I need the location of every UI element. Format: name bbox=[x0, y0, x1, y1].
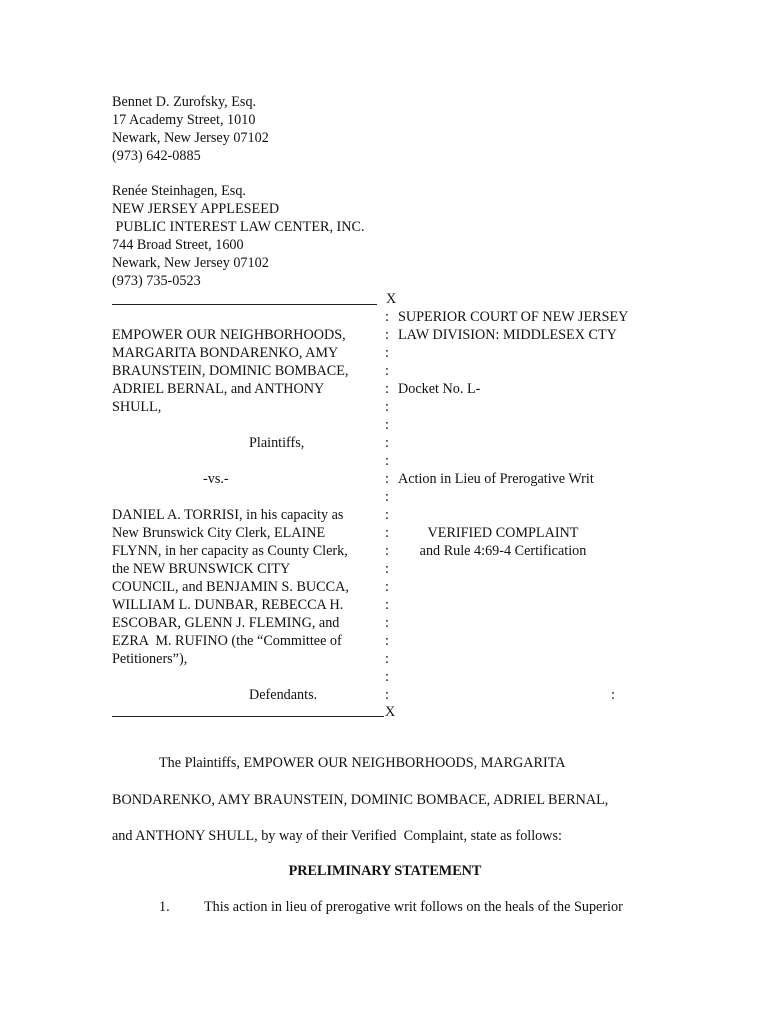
court-name: SUPERIOR COURT OF NEW JERSEY bbox=[398, 309, 629, 325]
caption-top-rule bbox=[112, 304, 377, 305]
counsel2-org2: PUBLIC INTEREST LAW CENTER, INC. bbox=[112, 219, 365, 235]
plaintiff-line: MARGARITA BONDARENKO, AMY bbox=[112, 345, 339, 361]
caption-colon-right: : bbox=[611, 687, 615, 703]
caption-x-bottom: X bbox=[385, 704, 396, 720]
counsel1-phone: (973) 642-0885 bbox=[112, 148, 201, 164]
caption-colon: : bbox=[385, 507, 389, 523]
caption-bottom-rule bbox=[112, 716, 384, 717]
caption-colon: : bbox=[385, 345, 389, 361]
counsel1-street: 17 Academy Street, 1010 bbox=[112, 112, 256, 128]
counsel2-street: 744 Broad Street, 1600 bbox=[112, 237, 244, 253]
caption-colon: : bbox=[385, 399, 389, 415]
defendant-line: COUNCIL, and BENJAMIN S. BUCCA, bbox=[112, 579, 349, 595]
defendant-line: FLYNN, in her capacity as County Clerk, bbox=[112, 543, 348, 559]
defendant-line: DANIEL A. TORRISI, in his capacity as bbox=[112, 507, 344, 523]
intro-line: The Plaintiffs, EMPOWER OUR NEIGHBORHOODS, MARGARITA bbox=[159, 755, 566, 771]
docket-number: Docket No. L- bbox=[398, 381, 481, 397]
paragraph-text: This action in lieu of prerogative writ follows on the heals of the Superior bbox=[204, 899, 623, 915]
intro-line: BONDARENKO, AMY BRAUNSTEIN, DOMINIC BOMBACE, ADRIEL BERNAL, bbox=[112, 792, 609, 808]
action-type: Action in Lieu of Prerogative Writ bbox=[398, 471, 594, 487]
caption-colon: : bbox=[385, 633, 389, 649]
caption-colon: : bbox=[385, 489, 389, 505]
defendant-line: Petitioners”), bbox=[112, 651, 188, 667]
caption-colon: : bbox=[385, 453, 389, 469]
versus-label: -vs.- bbox=[203, 471, 229, 487]
counsel1-city: Newark, New Jersey 07102 bbox=[112, 130, 269, 146]
plaintiff-line: ADRIEL BERNAL, and ANTHONY bbox=[112, 381, 325, 397]
document-title: VERIFIED COMPLAINT bbox=[427, 525, 579, 541]
caption-colon: : bbox=[385, 597, 389, 613]
defendant-line: ESCOBAR, GLENN J. FLEMING, and bbox=[112, 615, 340, 631]
caption-colon: : bbox=[385, 543, 389, 559]
caption-colon: : bbox=[385, 687, 389, 703]
section-heading: PRELIMINARY STATEMENT bbox=[288, 863, 482, 879]
plaintiff-line: BRAUNSTEIN, DOMINIC BOMBACE, bbox=[112, 363, 349, 379]
counsel2-phone: (973) 735-0523 bbox=[112, 273, 201, 289]
document-subtitle: and Rule 4:69-4 Certification bbox=[419, 543, 587, 559]
caption-colon: : bbox=[385, 381, 389, 397]
caption-colon: : bbox=[385, 669, 389, 685]
counsel1-name: Bennet D. Zurofsky, Esq. bbox=[112, 94, 257, 110]
caption-colon: : bbox=[385, 309, 389, 325]
counsel2-org1: NEW JERSEY APPLESEED bbox=[112, 201, 280, 217]
court-division: LAW DIVISION: MIDDLESEX CTY bbox=[398, 327, 617, 343]
caption-colon: : bbox=[385, 561, 389, 577]
caption-colon: : bbox=[385, 615, 389, 631]
caption-colon: : bbox=[385, 579, 389, 595]
caption-colon: : bbox=[385, 651, 389, 667]
counsel2-name: Renée Steinhagen, Esq. bbox=[112, 183, 246, 199]
defendants-label: Defendants. bbox=[249, 687, 318, 703]
plaintiff-line: SHULL, bbox=[112, 399, 162, 415]
paragraph-number: 1. bbox=[159, 899, 170, 915]
caption-colon: : bbox=[385, 327, 389, 343]
defendant-line: EZRA M. RUFINO (the “Committee of bbox=[112, 633, 342, 649]
caption-colon: : bbox=[385, 471, 389, 487]
caption-x-top: X bbox=[386, 291, 397, 307]
intro-line: and ANTHONY SHULL, by way of their Verified Complaint, state as follows: bbox=[112, 828, 562, 844]
plaintiff-line: EMPOWER OUR NEIGHBORHOODS, bbox=[112, 327, 346, 343]
caption-colon: : bbox=[385, 417, 389, 433]
defendant-line: WILLIAM L. DUNBAR, REBECCA H. bbox=[112, 597, 344, 613]
defendant-line: the NEW BRUNSWICK CITY bbox=[112, 561, 291, 577]
caption-colon: : bbox=[385, 525, 389, 541]
caption-colon: : bbox=[385, 435, 389, 451]
caption-colon: : bbox=[385, 363, 389, 379]
counsel2-city: Newark, New Jersey 07102 bbox=[112, 255, 269, 271]
defendant-line: New Brunswick City Clerk, ELAINE bbox=[112, 525, 326, 541]
plaintiffs-label: Plaintiffs, bbox=[249, 435, 305, 451]
